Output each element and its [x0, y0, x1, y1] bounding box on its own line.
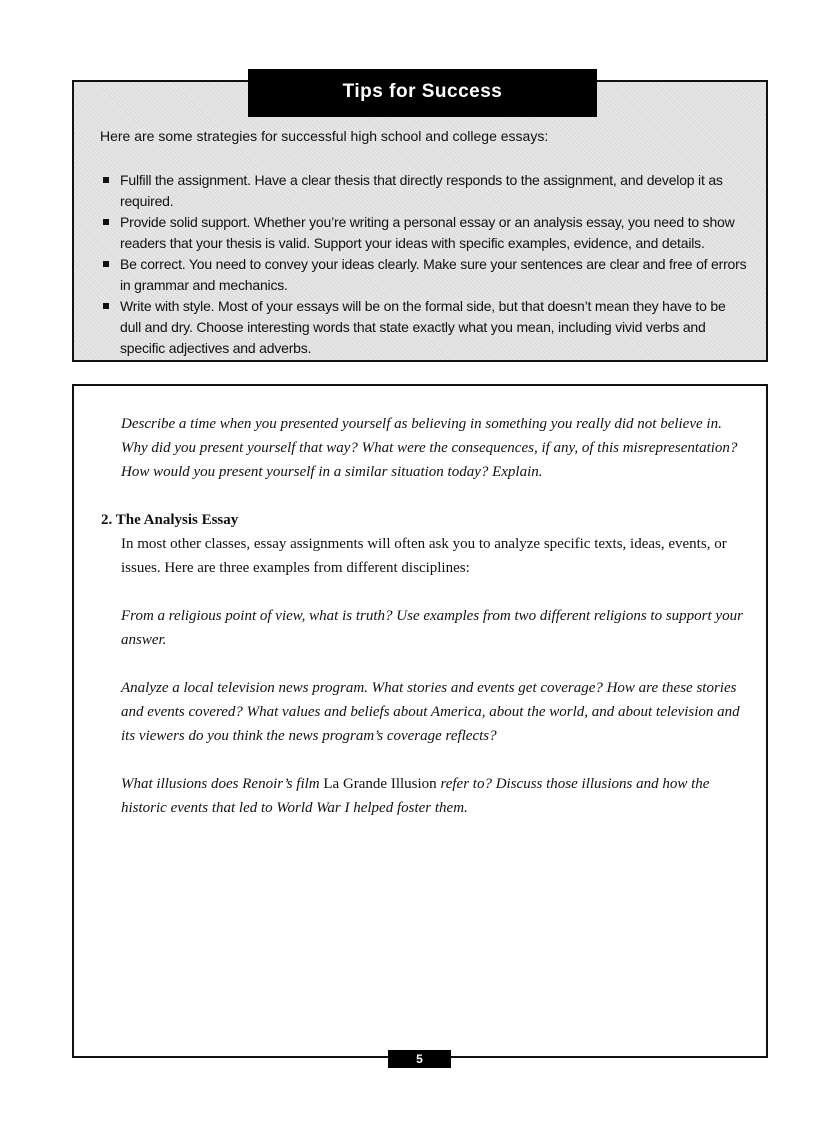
paragraph: In most other classes, essay assignments will often ask you to analyze specific texts, ideas, events, or issues. Here are three examples from different disciplines: — [121, 536, 727, 576]
tip-item: Write with style. Most of your essays will be on the formal side, but that doesn’t mean they have to be dull and dry. Choose interesting words that state exactly what you mean, including vivid verbs and specific adjectives and adverbs. — [100, 296, 750, 359]
tips-title: Tips for Success — [248, 69, 597, 117]
content-box — [72, 384, 768, 1058]
section-heading: 2. The Analysis Essay — [101, 512, 239, 528]
essay-prompt: Describe a time when you presented yourself as believing in something you really did not believe in. Why did you present yourself that way? What were the consequences, if any, of this misrepresentation? How would you present yourself in a similar situation today? Explain. — [121, 416, 738, 480]
tip-item: Fulfill the assignment. Have a clear thesis that directly responds to the assignment, and develop it as required. — [100, 170, 750, 212]
page-number: 5 — [388, 1050, 451, 1068]
tip-item: Provide solid support. Whether you’re writing a personal essay or an analysis essay, you need to show readers that your thesis is valid. Support your ideas with specific examples, evidence, and details. — [100, 212, 750, 254]
prompt-text: refer to? Discuss those illusions and how the historic events that led to World War I helped foster them. — [121, 776, 710, 816]
essay-prompt — [121, 772, 751, 820]
tips-intro: Here are some strategies for successful high school and college essays: — [100, 128, 549, 144]
tips-list — [100, 170, 750, 359]
prompt-text: What illusions does Renoir’s film — [121, 776, 324, 792]
film-title: La Grande Illusion — [323, 776, 437, 792]
essay-prompt: Analyze a local television news program. What stories and events get coverage? How are these stories and events covered? What values and beliefs about America, about the world, and about television and its viewers do you think the news program’s coverage reflects? — [121, 680, 740, 744]
tip-item: Be correct. You need to convey your ideas clearly. Make sure your sentences are clear and free of errors in grammar and mechanics. — [100, 254, 750, 296]
tips-box — [72, 80, 768, 362]
essay-prompt: From a religious point of view, what is truth? Use examples from two different religions to support your answer. — [121, 608, 743, 648]
